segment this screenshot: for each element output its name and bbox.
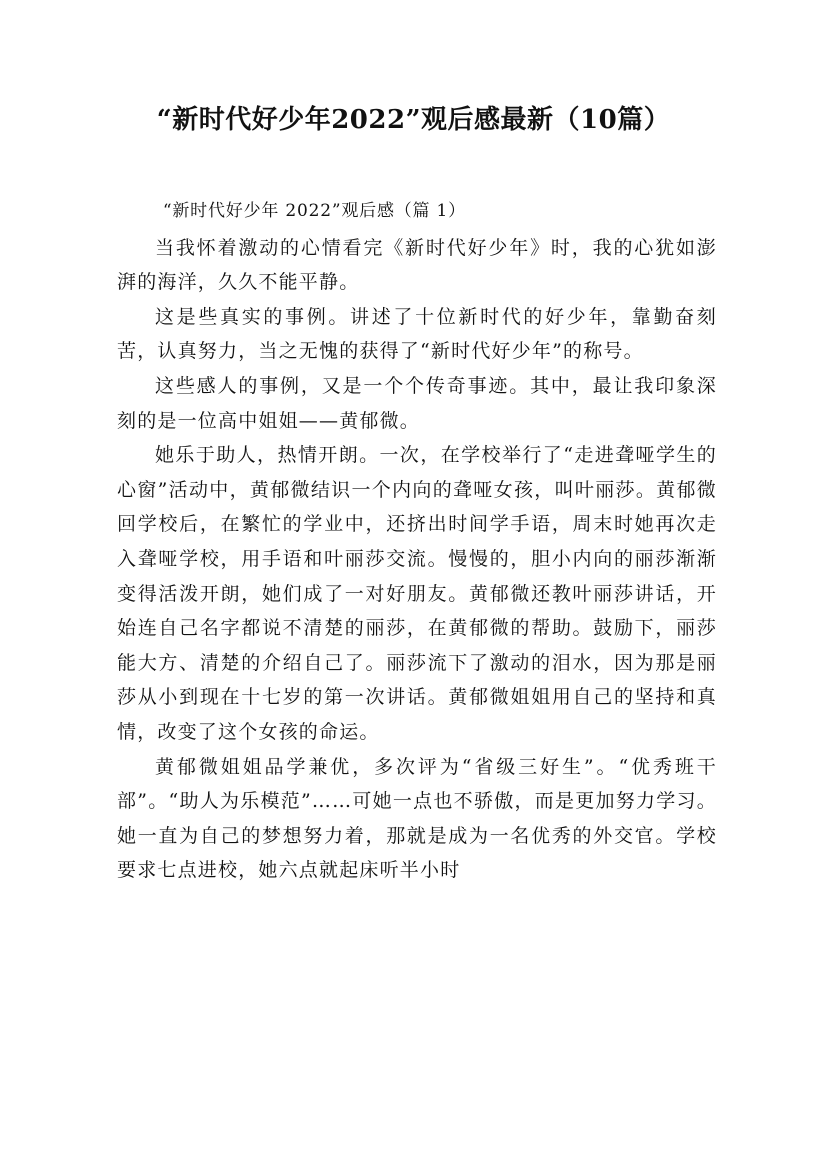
paragraph: 当我怀着激动的心情看完《新时代好少年》时，我的心犹如澎湃的海洋，久久不能平静。 bbox=[117, 236, 717, 294]
section-heading: “新时代好少年 2022”观后感（篇 1） bbox=[162, 201, 466, 221]
paragraph: 这些感人的事例，又是一个个传奇事迹。其中，最让我印象深刻的是一位高中姐姐——黄郁微。 bbox=[117, 374, 717, 432]
document-body bbox=[117, 194, 717, 888]
document-title: “新时代好少年2022”观后感最新（10篇） bbox=[156, 105, 671, 135]
paragraph: 她乐于助人，热情开朗。一次，在学校举行了“走进聋哑学生的心窗”活动中，黄郁微结识一个内向的聋哑女孩，叫叶丽莎。黄郁微回学校后，在繁忙的学业中，还挤出时间学手语，周末时她再次走入聋哑学校，用手语和叶丽莎交流。慢慢的，胆小内向的丽莎渐渐变得活泼开朗，她们成了一对好朋友。黄郁微还教叶丽莎讲话，开始连自己名字都说不清楚的丽莎，在黄郁微的帮助。鼓励下，丽莎能大方、清楚的介绍自己了。丽莎流下了激动的泪水，因为那是丽莎从小到现在十七岁的第一次讲话。黄郁微姐姐用自己的坚持和真情，改变了这个女孩的命运。 bbox=[117, 444, 717, 743]
paragraph: 黄郁微姐姐品学兼优，多次评为“省级三好生”。“优秀班干部”。“助人为乐模范”……可她一点也不骄傲，而是更加努力学习。她一直为自己的梦想努力着，那就是成为一名优秀的外交官。学校要求七点进校，她六点就起床听半小时 bbox=[117, 755, 717, 882]
paragraph: 这是些真实的事例。讲述了十位新时代的好少年，靠勤奋刻苦，认真努力，当之无愧的获得了“新时代好少年”的称号。 bbox=[117, 305, 717, 363]
